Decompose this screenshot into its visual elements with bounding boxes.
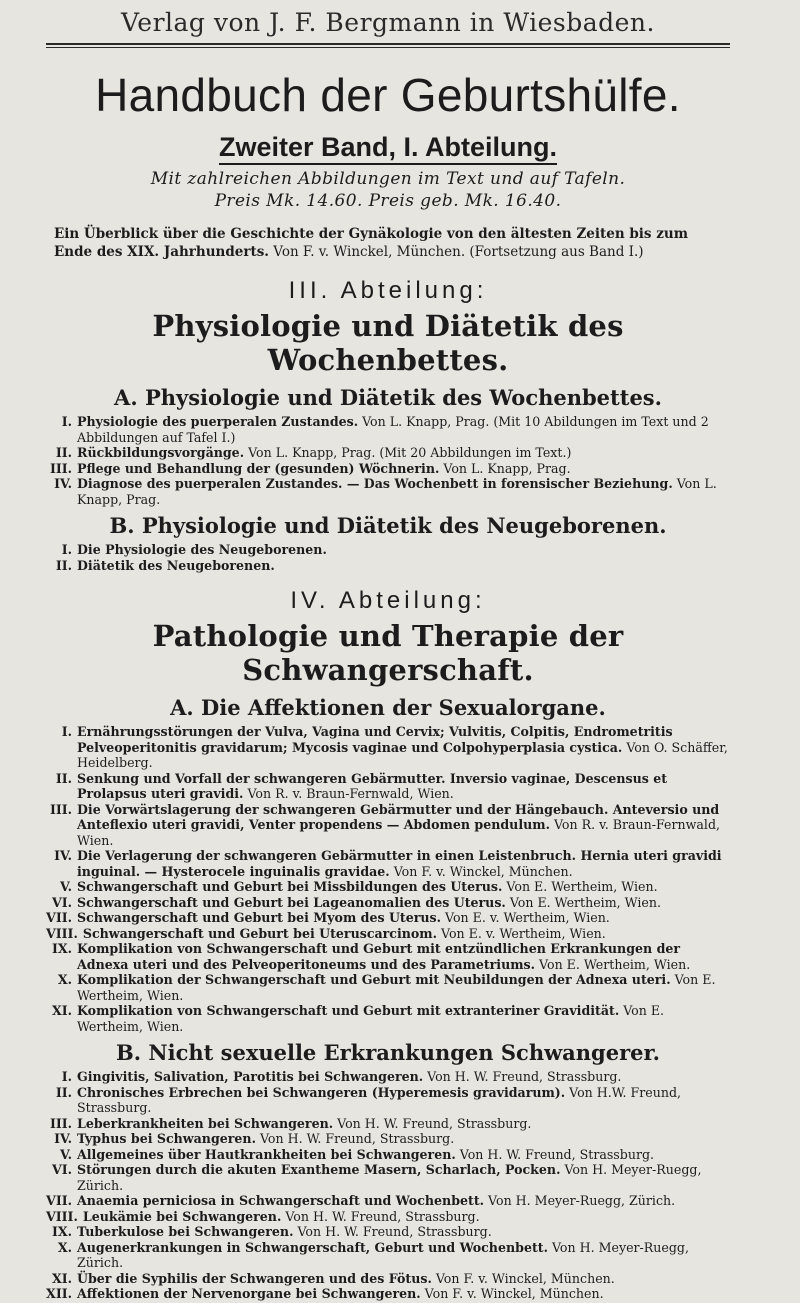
item-title: Schwangerschaft und Geburt bei Uteruscarcinom. xyxy=(82,925,437,941)
book-title: Handbuch der Geburtshülfe. xyxy=(95,69,681,121)
list-item xyxy=(46,895,730,911)
item-title: Komplikation von Schwangerschaft und Geburt mit extranteriner Gravidität. xyxy=(77,1003,620,1019)
item-title: Typhus bei Schwangeren. xyxy=(77,1131,256,1147)
item-number: III. xyxy=(49,1115,72,1131)
list-item xyxy=(46,1209,730,1225)
item-number: VI. xyxy=(51,894,72,910)
item-number: IX. xyxy=(51,941,72,957)
item-title: Die Verlagerung der schwangeren Gebärmutter in einen Leistenbruch. Hernia uteri gravidi inguinal. — Hysterocele inguinalis gravidae. xyxy=(77,848,722,879)
item-author: Von R. v. Braun-Fernwald, Wien. xyxy=(243,786,454,802)
list-item xyxy=(46,910,730,926)
part4-section-a-heading: A. Die Affektionen der Sexualorgane. xyxy=(170,695,606,721)
list-item xyxy=(46,1003,730,1034)
item-text xyxy=(77,476,730,507)
item-text xyxy=(77,414,730,445)
item-number: VIII. xyxy=(46,925,78,941)
item-text xyxy=(77,802,730,849)
part3-section-a-heading: A. Physiologie und Diätetik des Wochenbettes. xyxy=(114,385,662,411)
item-text xyxy=(77,1147,730,1163)
item-author: Von E. Wertheim, Wien. xyxy=(505,894,661,910)
part3-section-a-list xyxy=(46,414,730,507)
overview-entry xyxy=(54,225,730,261)
list-item xyxy=(46,542,730,558)
item-text xyxy=(77,895,730,911)
item-author: Von H. W. Freund, Strassburg. xyxy=(281,1208,480,1224)
item-title: Anaemia perniciosa in Schwangerschaft und Wochenbett. xyxy=(77,1193,485,1209)
list-item xyxy=(46,1240,730,1271)
header-divider xyxy=(46,43,730,48)
part3-label: III. Abteilung: xyxy=(288,277,488,305)
item-number: II. xyxy=(55,770,72,786)
item-title: Senkung und Vorfall der schwangeren Gebärmutter. Inversio vaginae, Descensus et Prolapsus uteri gravidi. xyxy=(77,770,668,802)
item-number: VII. xyxy=(46,1193,72,1209)
item-number: IV. xyxy=(54,1131,72,1147)
list-item xyxy=(46,1162,730,1193)
item-author: Von L. Knapp, Prag. (Mit 20 Abbildungen im Text.) xyxy=(244,445,572,461)
item-author: Von F. v. Winckel, München. xyxy=(420,1286,604,1302)
item-title: Augenerkrankungen in Schwangerschaft, Geburt und Wochenbett. xyxy=(77,1239,548,1255)
list-item xyxy=(46,1131,730,1147)
item-author: Von H. W. Freund, Strassburg. xyxy=(423,1069,622,1085)
list-item xyxy=(46,414,730,445)
overview-author: Von F. v. Winckel, München. (Fortsetzung aus Band I.) xyxy=(269,244,644,261)
list-item xyxy=(46,476,730,507)
item-title: Ernährungsstörungen der Vulva, Vagina und Cervix; Vulvitis, Colpitis, Endrometritis Pelveoperitonitis gravidarum; Mycosis vaginae und Colpohyperplasia cystica. xyxy=(77,724,673,755)
list-item xyxy=(46,926,730,942)
item-text xyxy=(77,1116,730,1132)
item-text xyxy=(77,879,730,895)
item-number: I. xyxy=(61,1069,72,1085)
illustrations-note: Mit zahlreichen Abbildungen im Text und auf Tafeln. xyxy=(150,169,626,189)
item-number: II. xyxy=(55,445,72,461)
item-author: Von E. Wertheim, Wien. xyxy=(535,956,691,972)
list-item xyxy=(46,1224,730,1240)
list-item xyxy=(46,1116,730,1132)
item-title: Gingivitis, Salivation, Parotitis bei Schwangeren. xyxy=(77,1069,424,1085)
item-text xyxy=(77,558,730,574)
item-number: I. xyxy=(61,542,72,558)
item-author: Von E. Wertheim, Wien. xyxy=(77,972,716,1003)
list-item xyxy=(46,972,730,1003)
list-item xyxy=(46,879,730,895)
item-title: Allgemeines über Hautkrankheiten bei Schwangeren. xyxy=(77,1146,456,1162)
list-item xyxy=(46,1069,730,1085)
item-author: Von H. W. Freund, Strassburg. xyxy=(455,1146,655,1162)
item-title: Chronisches Erbrechen bei Schwangeren (Hyperemesis gravidarum). xyxy=(77,1084,566,1100)
item-text xyxy=(77,1224,730,1240)
item-text xyxy=(77,1085,730,1116)
item-author: Von L. Knapp, Prag. xyxy=(77,476,717,507)
volume-text: Zweiter Band, I. Abteilung. xyxy=(219,132,557,165)
list-item xyxy=(46,558,730,574)
item-text xyxy=(77,461,730,477)
item-author: Von O. Schäffer, Heidelberg. xyxy=(77,739,728,771)
item-text xyxy=(77,724,730,771)
item-text xyxy=(83,1209,730,1225)
item-author: Von H. W. Freund, Strassburg. xyxy=(333,1115,532,1131)
list-item xyxy=(46,445,730,461)
item-title: Schwangerschaft und Geburt bei Lageanomalien des Uterus. xyxy=(77,894,506,910)
list-item xyxy=(46,1193,730,1209)
item-text xyxy=(77,771,730,802)
item-title: Affektionen der Nervenorgane bei Schwangeren. xyxy=(77,1286,421,1302)
item-number: I. xyxy=(61,724,72,740)
part3-section-b-heading: B. Physiologie und Diätetik des Neugeborenen. xyxy=(109,513,667,539)
item-text xyxy=(77,1162,730,1193)
item-number: IX. xyxy=(51,1224,72,1240)
item-text xyxy=(77,1271,730,1287)
item-author: Von R. v. Braun-Fernwald, Wien. xyxy=(77,817,721,848)
item-author: Von H. Meyer-Ruegg, Zürich. xyxy=(77,1239,689,1271)
item-author: Von H. Meyer-Ruegg, Zürich. xyxy=(77,1162,702,1193)
overview-title: Ein Überblick über die Geschichte der Gynäkologie von den ältesten Zeiten bis zum Ende des XIX. Jahrhunderts. xyxy=(54,226,688,261)
item-author: Von L. Knapp, Prag. xyxy=(439,460,571,476)
item-text xyxy=(77,445,730,461)
part3-section-b-list xyxy=(46,542,730,573)
list-item xyxy=(46,802,730,849)
item-text xyxy=(77,1286,730,1302)
item-number: I. xyxy=(61,414,72,430)
item-title: Tuberkulose bei Schwangeren. xyxy=(77,1224,294,1240)
item-text xyxy=(83,926,730,942)
item-number: IV. xyxy=(54,848,72,864)
item-title: Diagnose des puerperalen Zustandes. — Das Wochenbett in forensischer Beziehung. xyxy=(77,476,673,492)
item-title: Über die Syphilis der Schwangeren und des Fötus. xyxy=(77,1270,432,1286)
item-title: Störungen durch die akuten Exantheme Masern, Scharlach, Pocken. xyxy=(77,1162,561,1178)
item-number: X. xyxy=(57,972,72,988)
list-item xyxy=(46,771,730,802)
item-text xyxy=(77,1069,730,1085)
list-item xyxy=(46,941,730,972)
item-author: Von H. Meyer-Ruegg, Zürich. xyxy=(484,1193,676,1209)
part4-section-b-heading: B. Nicht sexuelle Erkrankungen Schwangerer. xyxy=(116,1040,660,1066)
item-text xyxy=(77,972,730,1003)
item-title: Physiologie des puerperalen Zustandes. xyxy=(77,414,359,430)
item-title: Leukämie bei Schwangeren. xyxy=(82,1208,282,1224)
item-title: Die Vorwärtslagerung der schwangeren Gebärmutter und der Hängebauch. Anteversio und Anteflexio uteri gravidi, Venter propendens — Abdomen pendulum. xyxy=(77,801,720,833)
item-text xyxy=(77,910,730,926)
item-author: Von H. W. Freund, Strassburg. xyxy=(293,1224,492,1240)
item-author: Von E. Wertheim, Wien. xyxy=(77,1003,665,1034)
item-text xyxy=(77,542,730,558)
item-number: III. xyxy=(49,801,72,817)
item-title: Rückbildungsvorgänge. xyxy=(77,445,245,461)
part4-title: Pathologie und Therapie der Schwangerschaft. xyxy=(152,619,624,688)
item-author: Von L. Knapp, Prag. (Mit 10 Abildungen im Text und 2 Abbildungen auf Tafel I.) xyxy=(77,414,709,445)
item-title: Komplikation von Schwangerschaft und Geburt mit entzündlichen Erkrankungen der Adnexa uteri und des Pelveoperitoneums und des Parametriums. xyxy=(77,941,681,972)
item-author: Von E. v. Wertheim, Wien. xyxy=(441,910,610,926)
item-number: XI. xyxy=(51,1003,72,1019)
item-number: II. xyxy=(55,1084,72,1100)
item-number: XI. xyxy=(51,1270,72,1286)
item-number: IV. xyxy=(54,476,72,492)
item-number: VI. xyxy=(51,1162,72,1178)
item-author: Von E. v. Wertheim, Wien. xyxy=(437,925,606,941)
item-title: Komplikation der Schwangerschaft und Geburt mit Neubildungen der Adnexa uteri. xyxy=(77,972,671,988)
item-number: V. xyxy=(60,1146,72,1162)
list-item xyxy=(46,1286,730,1302)
item-text xyxy=(77,941,730,972)
item-author: Von H.W. Freund, Strassburg. xyxy=(77,1084,682,1116)
item-title: Schwangerschaft und Geburt bei Missbildungen des Uterus. xyxy=(77,879,503,895)
item-number: III. xyxy=(49,460,72,476)
item-author: Von F. v. Winckel, München. xyxy=(389,863,573,879)
part4-section-b-list xyxy=(46,1069,730,1302)
item-text xyxy=(77,1131,730,1147)
item-title: Leberkrankheiten bei Schwangeren. xyxy=(77,1115,334,1131)
item-title: Schwangerschaft und Geburt bei Myom des Uterus. xyxy=(77,910,442,926)
item-number: XII. xyxy=(46,1286,72,1302)
part3-title: Physiologie und Diätetik des Wochenbettes. xyxy=(152,309,624,378)
item-text xyxy=(77,1193,730,1209)
volume-line xyxy=(46,132,730,163)
item-author: Von H. W. Freund, Strassburg. xyxy=(255,1131,455,1147)
item-author: Von E. Wertheim, Wien. xyxy=(502,879,658,895)
part4-section-a-list xyxy=(46,724,730,1034)
item-number: II. xyxy=(55,557,72,573)
list-item xyxy=(46,1147,730,1163)
list-item xyxy=(46,1271,730,1287)
item-text xyxy=(77,848,730,879)
item-number: V. xyxy=(60,879,72,895)
list-item xyxy=(46,848,730,879)
publisher-header: Verlag von J. F. Bergmann in Wiesbaden. xyxy=(121,8,655,37)
price-line: Preis Mk. 14.60. Preis geb. Mk. 16.40. xyxy=(214,191,562,211)
list-item xyxy=(46,724,730,771)
item-title: Die Physiologie des Neugeborenen. xyxy=(77,542,327,558)
part4-label: IV. Abteilung: xyxy=(290,587,486,615)
item-author: Von F. v. Winckel, München. xyxy=(431,1270,615,1286)
item-number: VII. xyxy=(46,910,72,926)
item-text xyxy=(77,1003,730,1034)
item-text xyxy=(77,1240,730,1271)
item-number: VIII. xyxy=(46,1208,78,1224)
item-title: Diätetik des Neugeborenen. xyxy=(77,557,275,573)
item-number: X. xyxy=(57,1239,72,1255)
list-item xyxy=(46,461,730,477)
list-item xyxy=(46,1085,730,1116)
item-title: Pflege und Behandlung der (gesunden) Wöchnerin. xyxy=(77,460,440,476)
